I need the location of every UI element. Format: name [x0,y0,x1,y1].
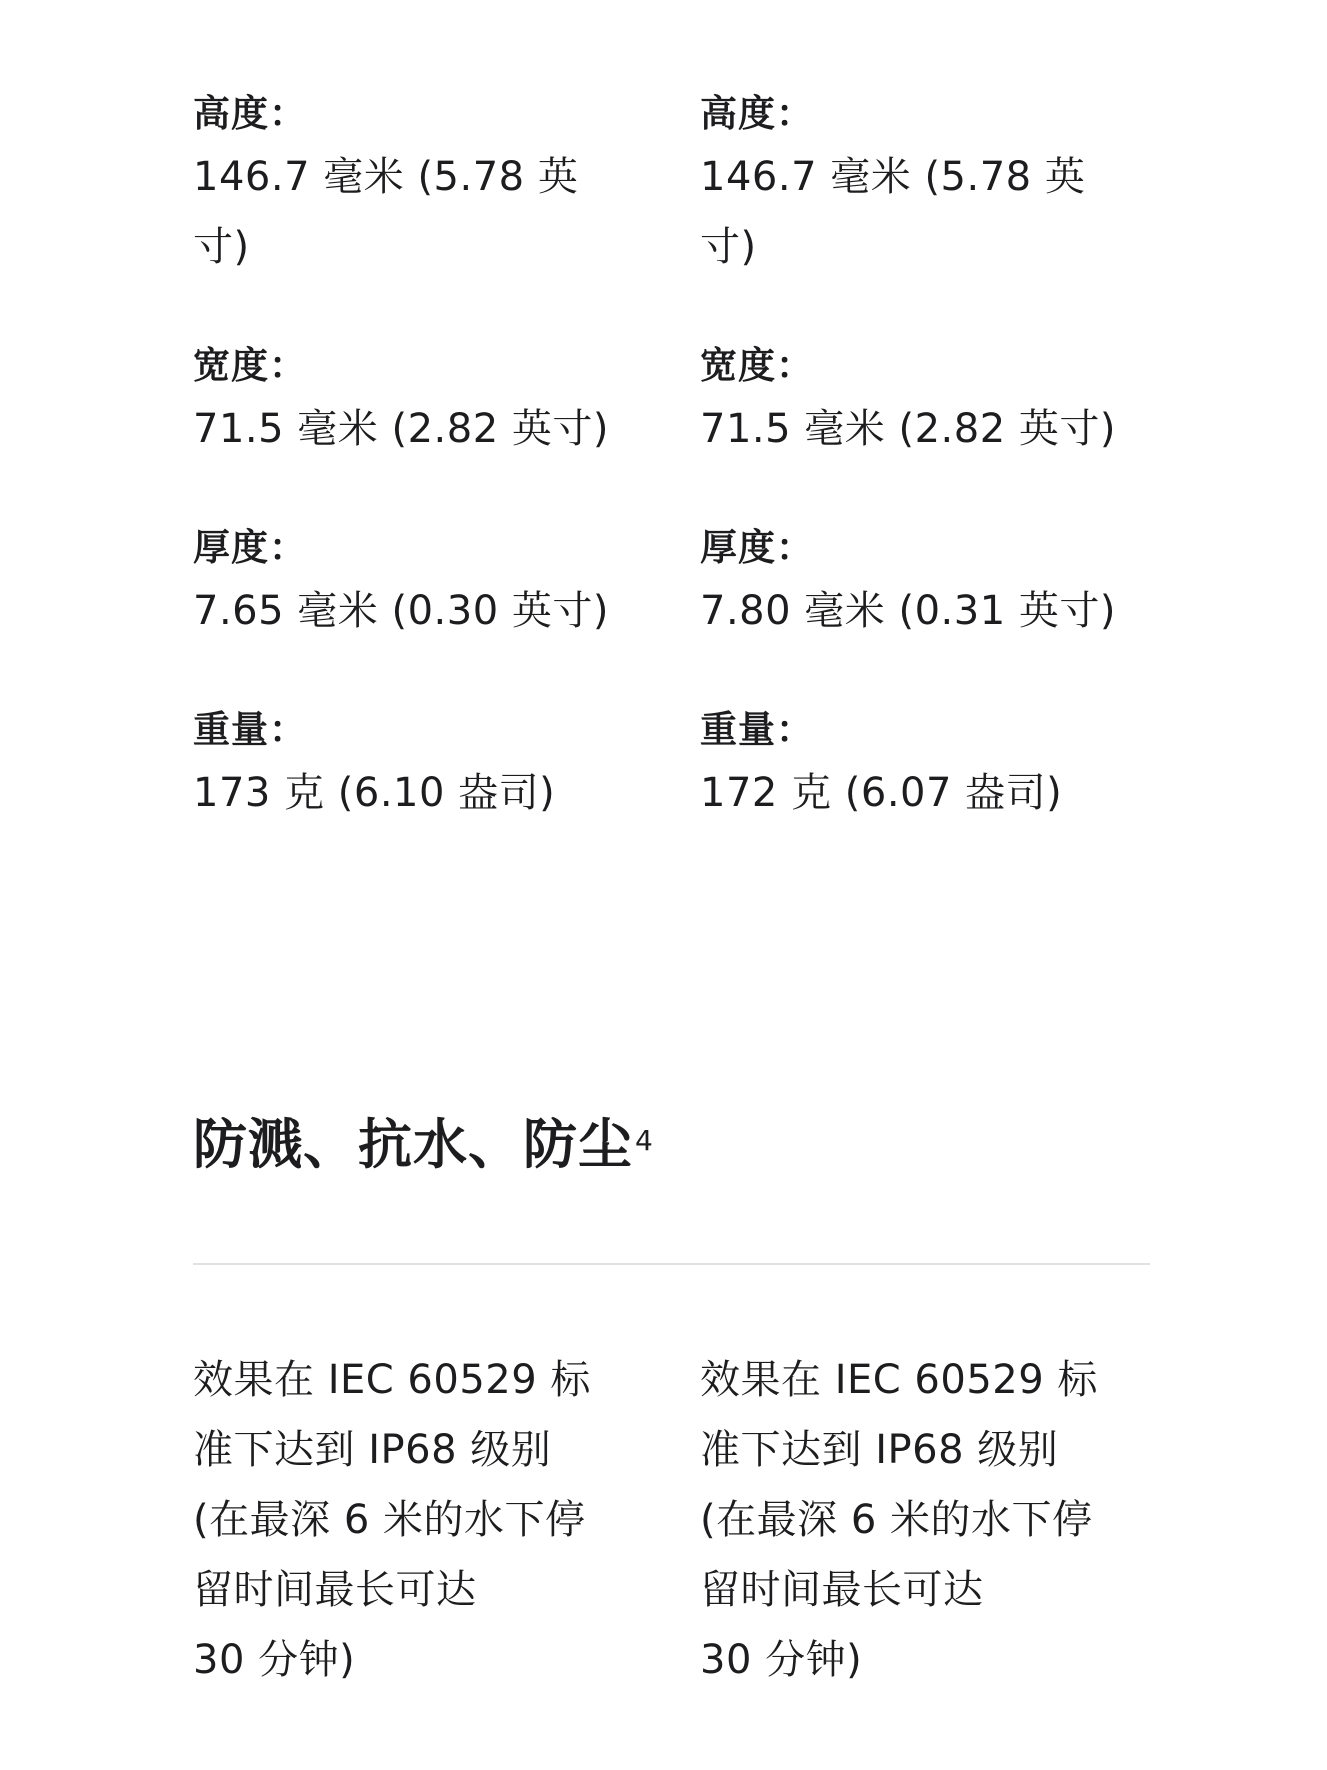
water-resistance-right [700,1345,1153,1695]
spec-depth-right [700,520,1153,646]
spec-value-width-right [700,394,1140,464]
spec-depth-left [193,520,700,646]
section-divider [193,1263,1150,1265]
spec-label-depth: 厚度： [193,526,307,569]
spec-row-width [193,338,1153,464]
spec-value-line: 7.80 毫米 (0.31 英寸) [700,588,1116,634]
spec-label-height: 高度： [193,92,307,135]
spec-value-line: 7.65 毫米 (0.30 英寸) [193,588,609,634]
water-line: 准下达到 IP68 级别 [193,1427,552,1473]
spec-weight-right [700,702,1153,828]
spec-row-height [193,86,1153,282]
section-title-text: 防溅、抗水、防尘 [193,1113,633,1176]
footnote-marker[interactable]: 4 [635,1124,654,1157]
water-line: (在最深 6 米的水下停 [700,1497,1093,1543]
water-resistance-specs [193,1345,1153,1695]
spec-value-weight-right [700,758,1140,828]
spec-value-line: 146.7 毫米 (5.78 英 [700,154,1086,200]
water-line: 30 分钟) [193,1637,356,1683]
water-line: 留时间最长可达 [193,1567,477,1613]
spec-value-line: 71.5 毫米 (2.82 英寸) [193,406,609,452]
spec-label-width: 宽度： [193,344,307,387]
water-line: 效果在 IEC 60529 标 [193,1357,591,1403]
spec-value-depth-left [193,576,633,646]
spec-value-line: 寸) [193,224,250,270]
spec-height-right [700,86,1153,282]
section-title-water-resistance [193,1105,654,1185]
spec-row-weight [193,702,1153,828]
spec-label-depth: 厚度： [700,526,814,569]
spec-value-line: 146.7 毫米 (5.78 英 [193,154,579,200]
spec-width-right [700,338,1153,464]
spec-value-depth-right [700,576,1140,646]
spec-value-width-left [193,394,633,464]
water-line: (在最深 6 米的水下停 [193,1497,586,1543]
spec-weight-left [193,702,700,828]
spec-row-depth [193,520,1153,646]
spec-value-weight-left [193,758,633,828]
water-resistance-left [193,1345,700,1695]
spec-width-left [193,338,700,464]
spec-value-line: 寸) [700,224,757,270]
spec-height-left [193,86,700,282]
spec-value-height-left [193,142,633,282]
water-line: 效果在 IEC 60529 标 [700,1357,1098,1403]
spec-value-height-right [700,142,1140,282]
spec-label-weight: 重量： [193,708,307,751]
spec-label-height: 高度： [700,92,814,135]
water-line: 30 分钟) [700,1637,863,1683]
spec-value-line: 173 克 (6.10 盎司) [193,770,556,816]
dimensions-weight-specs [193,86,1153,884]
spec-value-line: 71.5 毫米 (2.82 英寸) [700,406,1116,452]
water-line: 准下达到 IP68 级别 [700,1427,1059,1473]
water-line: 留时间最长可达 [700,1567,984,1613]
spec-label-weight: 重量： [700,708,814,751]
spec-value-line: 172 克 (6.07 盎司) [700,770,1063,816]
spec-label-width: 宽度： [700,344,814,387]
